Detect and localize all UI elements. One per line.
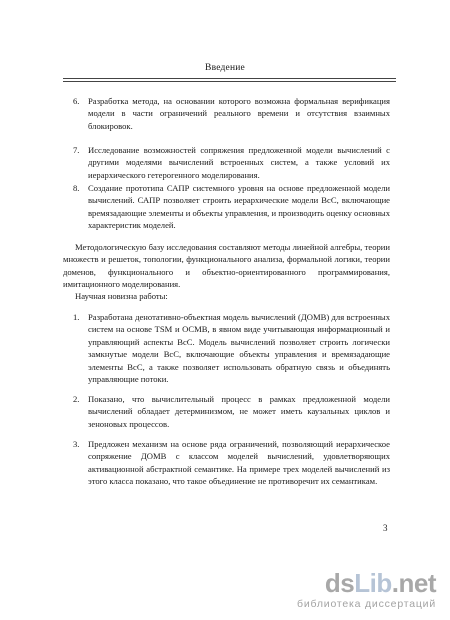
logo-net: net: [398, 568, 436, 598]
list-item-7: [63, 144, 390, 184]
novelty-item-1: [63, 311, 390, 387]
logo-ds: ds: [324, 568, 355, 598]
logo-lib: Lib: [354, 568, 392, 598]
list-item-number: 3.: [73, 439, 80, 449]
methodology-paragraph: Методологическую базу исследования составляют методы линейной алгебры, теории множеств и решеток, топологии, функционального анализа, формальной логики, теории доменов, функционального и объектно-ориентированного программирования, имитационного моделирования.: [63, 242, 390, 290]
page-number: 3: [383, 523, 388, 533]
list-item-text: Разработка метода, на основании которого возможна формальная верификация модели в части ограничений реального времени и отсутствия взаимных блокировок.: [88, 96, 390, 131]
list-item-number: 8.: [73, 183, 80, 193]
list-item-text: Исследование возможностей сопряжения предложенной модели вычислений с другими моделями вычислений встроенных систем, а также условий их иерархического гетерогенного моделирования.: [88, 145, 390, 180]
list-item-number: 7.: [73, 145, 80, 155]
list-item-text: Разработана денотативно-объектная модель вычислений (ДОМВ) для встроенных систем на основе TSM и OCMB, в явном виде учитывающая информационный и управляющий аспекты ВсС. Модель вычислений позволяет строить логически замкнутые модели ВсС, включающие объекты управления и времязадающие элементы ВсС, а также позволяет использовать обратную связь и объединять управляющие потоки.: [88, 312, 390, 385]
list-item-text: Создание прототипа САПР системного уровня на основе предложенной модели вычислений. САПР позволяет строить иерархические модели ВсС, включающие времязадающие элементы и объекты управления, и производить оценку основных характеристик моделей.: [88, 183, 390, 231]
dslib-watermark[interactable]: [297, 570, 436, 610]
novelty-heading: Научная новизна работы:: [75, 291, 168, 301]
list-item-8: [63, 182, 390, 234]
header-double-rule: [63, 78, 396, 82]
novelty-item-3: [63, 438, 390, 490]
list-item-number: 1.: [73, 312, 80, 322]
list-item-text: Предложен механизм на основе ряда ограничений, позволяющий иерархическое сопряжение ДОМВ с классом моделей вычислений, удовлетворяющих активационной абстрактной семантике. На примере трех моделей вычислений из этого класса показано, что такое объединение не противоречит их семантикам.: [88, 439, 390, 487]
list-item-6: [63, 95, 390, 135]
dslib-logo: [297, 570, 436, 596]
logo-dot: .: [391, 568, 399, 598]
list-item-number: 6.: [73, 96, 80, 106]
novelty-item-2: [63, 393, 390, 433]
dslib-subtitle: библиотека диссертаций: [297, 598, 436, 610]
list-item-text: Показано, что вычислительный процесс в рамках предложенной модели вычислений обладает детерминизмом, не может иметь каузальных циклов и зеноновых процессов.: [88, 394, 390, 429]
running-header-title: Введение: [205, 63, 245, 73]
list-item-number: 2.: [73, 394, 80, 404]
